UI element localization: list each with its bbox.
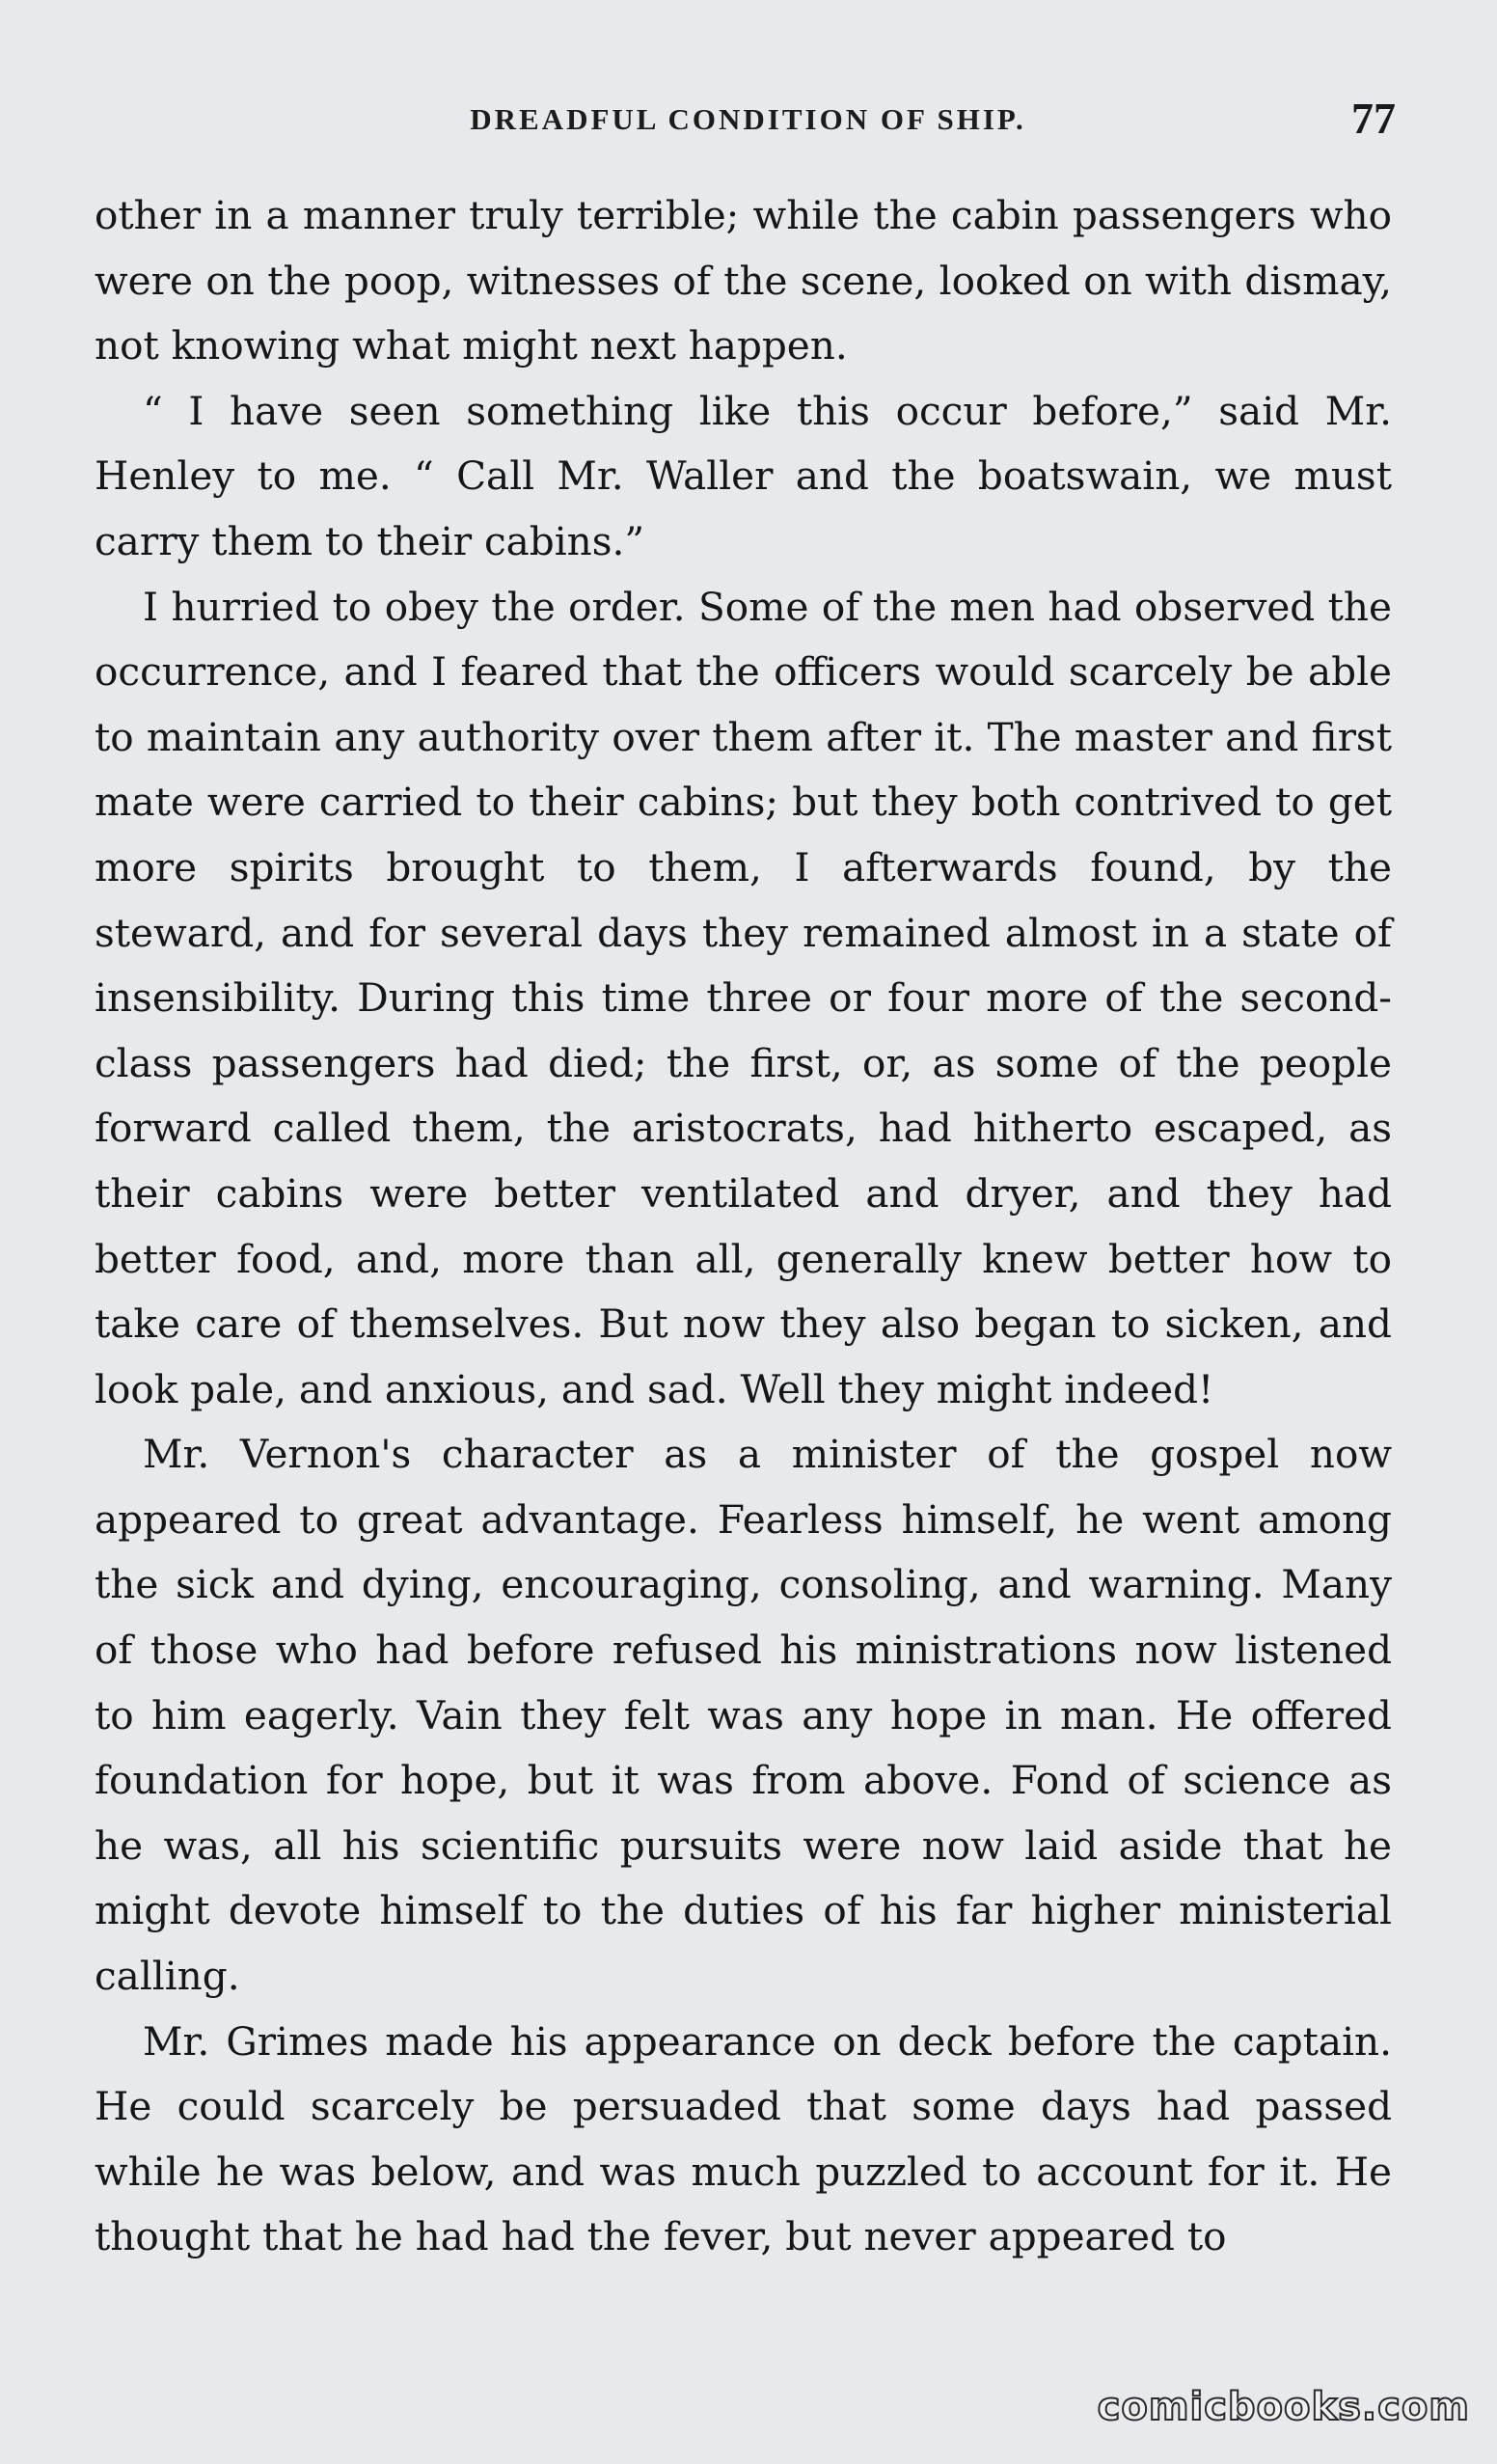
body-text — [95, 183, 1392, 2270]
paragraph: Mr. Grimes made his appearance on deck before the captain. He could scarcely be persuaded that some days had passed while he was below, and was much puzzled to account for it. He thought that he had had the fever, but never appeared to — [95, 2017, 1392, 2260]
watermark: comicbooks.com — [1097, 2385, 1470, 2429]
page-number: 77 — [1351, 94, 1396, 143]
running-head: DREADFUL CONDITION OF SHIP. — [470, 102, 1026, 136]
paragraph: other in a manner truly terrible; while the cabin passengers who were on the poop, witnesses of the scene, looked on with dismay, not knowing what might next happen. — [95, 192, 1392, 370]
paragraph: Mr. Vernon's character as a minister of the gospel now appeared to great advantage. Fearless himself, he went among the sick and dying, encouraging, consoling, and warning. Many of those who had before refused his ministrations now listened to him eagerly. Vain they felt was any hope in man. He offered foundation for hope, but it was from above. Fond of science as he was, all his scientific pursuits were now laid aside that he might devote himself to the duties of his far higher ministerial calling. — [95, 1431, 1392, 2000]
page-header — [95, 93, 1402, 151]
paragraph: I hurried to obey the order. Some of the men had observed the occurrence, and I feared that the officers would scarcely be able to maintain any authority over them after it. The master and first mate were carried to their cabins; but they both contrived to get more spirits brought to them, I afterwards found, by the steward, and for several days they remained almost in a state of insensibility. During this time three or four more of the second-class passengers had died; the first, or, as some of the people forward called them, the aristocrats, had hitherto escaped, as their cabins were better ventilated and dryer, and they had better food, and, more than all, generally knew better how to take care of themselves. But now they also began to sicken, and look pale, and anxious, and sad. Well they might indeed! — [95, 583, 1392, 1412]
paragraph: “ I have seen something like this occur before,” said Mr. Henley to me. “ Call Mr. Waller and the boatswain, we must carry them to their cabins.” — [95, 387, 1392, 564]
